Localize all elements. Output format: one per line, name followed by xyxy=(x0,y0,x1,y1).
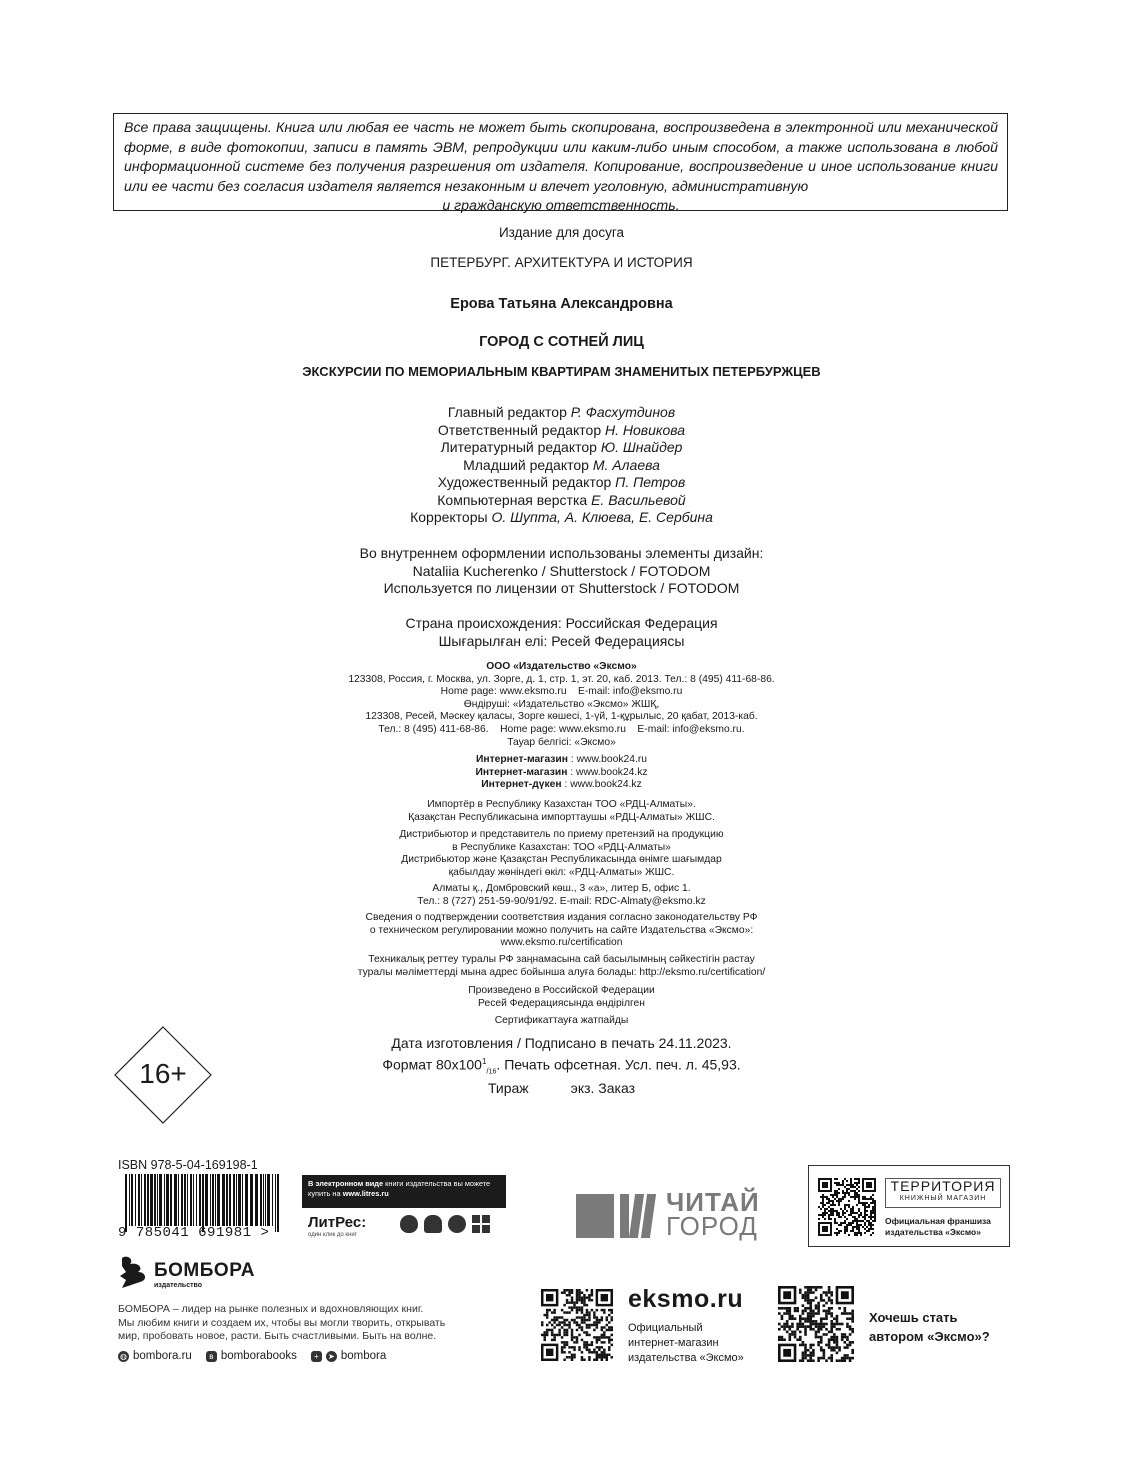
book-title: ГОРОД С СОТНЕЙ ЛИЦ xyxy=(479,334,644,350)
store-icons xyxy=(400,1215,490,1233)
credit-line: Главный редактор Р. Фасхутдинов xyxy=(447,404,676,420)
distributor-line: қабылдау жөніндегі өкіл: «РДЦ-Алматы» ЖШС. xyxy=(448,866,675,878)
eksmo-site[interactable]: eksmo.ru xyxy=(628,1285,744,1313)
certification-line: www.eksmo.ru/certification xyxy=(500,937,623,949)
chitai-gorod-text: ЧИТАЙ ГОРОД xyxy=(666,1187,760,1241)
print-run: Тираж экз. Заказ xyxy=(487,1080,636,1097)
rights-notice-body: Все права защищены. Книга или любая ее часть не может быть скопирована, воспроизведена в электронной или механической форме, в виде фотокопии, записи в память ЭВМ, репродукции или каким-либо иным способом, а также использована в любой информационной системе без получения разрешения от издателя. Копирование, воспроизведение и иное использование книги или ее части без согласия издателя является незаконным и влечет уголовную, административную xyxy=(124,120,998,195)
shops-block xyxy=(0,754,1123,792)
windows-icon xyxy=(472,1215,490,1233)
chitai-gorod-block-icon xyxy=(576,1194,614,1238)
distributor-line: Дистрибьютор и представитель по приему претензий на продукцию xyxy=(399,829,724,840)
litres-tagline: один клик до книг xyxy=(308,1232,357,1238)
design-line: Nataliia Kucherenko / Shutterstock / FOTODOM xyxy=(412,562,711,579)
telegram-icon: ➤ xyxy=(326,1351,337,1362)
distributor-line: Алматы қ., Домбровский көш., 3 «а», литер Б, офис 1. xyxy=(432,883,691,895)
apple-icon xyxy=(400,1215,418,1233)
bombora-about: БОМБОРА – лидер на рынке полезных и вдохновляющих книг. Мы любим книги и создаем их, чтобы вы могли творить, открывать мир, пробовать новое, расти. Быть счастливыми. Быть на волне. xyxy=(118,1303,446,1342)
isbn-barcode xyxy=(118,1158,293,1248)
territory-qr-code[interactable] xyxy=(818,1178,876,1236)
book-subtitle: ЭКСКУРСИИ ПО МЕМОРИАЛЬНЫМ КВАРТИРАМ ЗНАМЕНИТЫХ ПЕТЕРБУРЖЦЕВ xyxy=(302,364,821,379)
print-format: Формат $80х100^1_{/16}$. Печать офсетная. Усл. печ. л. 45,93. xyxy=(382,1056,741,1075)
author-name: Ерова Татьяна Александровна xyxy=(450,296,673,312)
publisher-name: ООО «Издательство «Эксмо» xyxy=(486,661,637,672)
windows-phone-icon xyxy=(448,1215,466,1233)
distributor-line: в Республике Казахстан: ТОО «РДЦ-Алматы» xyxy=(452,841,671,853)
credit-line: Ответственный редактор Н. Новикова xyxy=(437,421,686,438)
publisher-line: Өндіруші: «Издательство «Эксмо» ЖШҚ, xyxy=(463,698,660,710)
publisher-line: Home page: www.eksmo.ru E-mail: info@eksmo.ru xyxy=(440,686,683,698)
barcode-digits: 9 785041 691981 > xyxy=(118,1225,270,1241)
territory-caption: Официальная франшиза издательства «Эксмо» xyxy=(885,1216,991,1237)
publisher-line: 123308, Ресей, Мәскеу қаласы, Зорге көшесі, 1-үй, 1-құрылыс, 20 қабат, 2013-каб. xyxy=(365,711,758,723)
territory-logo: ТЕРРИТОРИЯ КНИЖНЫЙ МАГАЗИН xyxy=(885,1178,1001,1208)
credit-line: Художественный редактор П. Петров xyxy=(437,474,686,490)
rights-notice xyxy=(113,113,1008,214)
author-promo: Хочешь стать автором «Эксмо»? xyxy=(869,1310,990,1344)
eksmo-qr-code[interactable] xyxy=(541,1289,613,1361)
social-link-site[interactable]: ◍ bombora.ru xyxy=(120,1350,192,1362)
bombora-logo: БОМБОРА издательство xyxy=(118,1254,258,1294)
rights-notice-last-line: и гражданскую ответственность. xyxy=(442,198,680,214)
litres-logo: ЛитРес: xyxy=(308,1214,367,1231)
chitai-gorod-book-icon xyxy=(620,1194,664,1238)
barcode-bars xyxy=(123,1174,283,1232)
social-link-telegram[interactable]: + ➤ bombora xyxy=(311,1350,386,1362)
wave-icon xyxy=(118,1254,150,1290)
publisher-info xyxy=(0,661,1123,749)
author-qr-code[interactable] xyxy=(778,1286,854,1362)
bombora-socials xyxy=(118,1350,386,1362)
shop-line: Интернет-дүкен : www.book24.kz xyxy=(481,779,642,791)
certification-kz-line: Техникалық реттеу туралы РФ заңнамасына сай басылымның сәйкестігін растау xyxy=(368,954,755,965)
vk-icon: в xyxy=(206,1351,217,1362)
design-line: Используется по лицензии от Shutterstock / FOTODOM xyxy=(383,580,740,596)
credit-line: Литературный редактор Ю. Шнайдер xyxy=(440,439,683,455)
cert-note: Сертификаттауға жатпайды xyxy=(494,1015,629,1026)
publisher-line: Тауар белгісі: «Эксмо» xyxy=(507,736,616,748)
android-icon xyxy=(424,1215,442,1233)
chitai-gorod-logo xyxy=(576,1187,766,1242)
territory-banner xyxy=(808,1165,1010,1247)
origin-line: Шығарылған елі: Ресей Федерациясы xyxy=(438,632,685,649)
age-rating-text: 16+ xyxy=(139,1058,187,1089)
origin-line: Страна происхождения: Российская Федерация xyxy=(405,615,718,631)
age-rating-badge xyxy=(114,1026,212,1124)
certification-block xyxy=(0,912,1123,950)
distributor-line: Дистрибьютор және Қазақстан Республикасында өнімге шағымдар xyxy=(401,854,722,866)
produced-block xyxy=(0,985,1123,1010)
produced-line: Произведено в Российской Федерации xyxy=(468,985,655,996)
importer-block xyxy=(0,799,1123,824)
litres-banner xyxy=(302,1175,506,1245)
eksmo-description: Официальный интернет-магазин издательства «Эксмо» xyxy=(628,1322,744,1364)
importer-line: Қазақстан Республикасына импорттаушы «РДЦ-Алматы» ЖШС. xyxy=(408,811,715,823)
distributor-block xyxy=(0,829,1123,909)
certification-line: о техническом регулировании можно получить на сайте Издательства «Эксмо»: xyxy=(369,924,754,936)
produced-line: Ресей Федерациясында өндірілген xyxy=(478,997,645,1009)
certification-kz-line: туралы мәліметтерді мына адрес бойынша алуға болады: http://eksmo.ru/certification/ xyxy=(357,966,766,978)
design-line: Во внутреннем оформлении использованы элементы дизайн: xyxy=(359,545,764,561)
credit-line: Корректоры О. Шупта, А. Клюева, Е. Сербина xyxy=(410,509,713,525)
distributor-line: Тел.: 8 (727) 251-59-90/91/92. E-mail: RDC-Almaty@eksmo.kz xyxy=(417,895,706,907)
design-credits xyxy=(0,545,1123,598)
series-title: ПЕТЕРБУРГ. АРХИТЕКТУРА И ИСТОРИЯ xyxy=(430,255,693,270)
plus-icon: + xyxy=(311,1351,322,1362)
certification-kz-block xyxy=(0,954,1123,979)
certification-line: Сведения о подтверждении соответствия издания согласно законодательству РФ xyxy=(365,912,758,923)
publisher-line: Тел.: 8 (495) 411-68-86. Home page: www.eksmo.ru E-mail: info@eksmo.ru. xyxy=(378,723,745,735)
importer-line: Импортёр в Республику Казахстан ТОО «РДЦ-Алматы». xyxy=(427,799,696,810)
edition-type: Издание для досуга xyxy=(498,225,625,240)
credits-block xyxy=(0,404,1123,527)
origin-block xyxy=(0,615,1123,650)
publisher-line: 123308, Россия, г. Москва, ул. Зорге, д. 1, стр. 1, эт. 20, каб. 2013. Тел.: 8 (495) 411-68-86. xyxy=(348,673,775,685)
credit-line: Младший редактор М. Алаева xyxy=(463,456,660,473)
credit-line: Компьютерная верстка Е. Васильевой xyxy=(437,491,686,508)
globe-icon: ◍ xyxy=(118,1351,129,1362)
print-date: Дата изготовления / Подписано в печать 24.11.2023. xyxy=(391,1035,732,1051)
social-link-vk[interactable]: в bomborabooks xyxy=(206,1350,297,1362)
litres-band: В электронном виде книги издательства вы можете купить на www.litres.ru xyxy=(302,1175,506,1208)
isbn-text: ISBN 978-5-04-169198-1 xyxy=(118,1158,258,1172)
shop-line: Интернет-магазин : www.book24.kz xyxy=(475,766,648,778)
shop-line: Интернет-магазин : www.book24.ru xyxy=(476,754,647,765)
